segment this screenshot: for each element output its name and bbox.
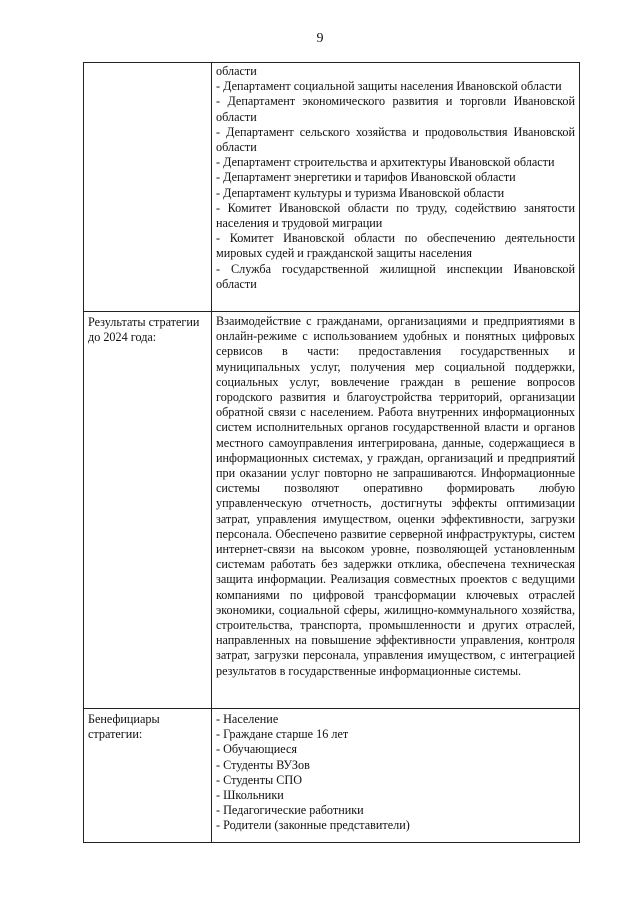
list-item: - Родители (законные представители) bbox=[216, 818, 410, 833]
table-row-responsible-bodies bbox=[84, 63, 580, 312]
row-label-cell bbox=[84, 63, 212, 312]
results-paragraph: Взаимодействие с гражданами, организациями и предприятиями в онлайн-режиме с использованием удобных и понятных цифровых сервисов в части: предоставления государственных и муниципальных услуг, получения мер социальной поддержки, социальных услуг, вовлечение граждан в решение вопросов городского развития и благоустройства территорий, организации обратной связи с населением. Работа внутренних информационных систем исполнительных органов государственной власти и органов местного самоуправления интегрирована, данные, содержащиеся в информационных системах, у граждан, организаций и предприятий при оказании услуг повторно не запрашиваются. Информационные системы позволяют оперативно формировать любую управленческую отчетность, достигнуты эффекты оптимизации затрат, управления имуществом, оценки эффективности, загрузки персонала. Обеспечено развитие серверной инфраструктуры, систем интернет-связи на высоком уровне, позволяющей установленным системам работать без задержки отклика, обеспечена техническая защита информации. Реализация совместных проектов с ведущими компаниями по цифровой трансформации ключевых отраслей экономики, социальной сферы, жилищно-коммунального хозяйства, строительства, транспорта, промышленности и других отраслей, направленных на повышение эффективности управления, контроля затрат, загрузки персонала, управления имуществом, с интеграцией результатов в государственные информационные системы. bbox=[216, 314, 575, 678]
list-item: - Комитет Ивановской области по труду, содействию занятости населения и трудовой миграции bbox=[216, 200, 575, 231]
row-label-cell bbox=[84, 709, 212, 843]
row-label bbox=[84, 63, 211, 65]
list-item: - Департамент энергетики и тарифов Ивановской области bbox=[216, 170, 516, 185]
row-label-cell bbox=[84, 312, 212, 709]
list-item: - Население bbox=[216, 712, 279, 726]
list-item: - Педагогические работники bbox=[216, 803, 364, 818]
list-item: - Граждане старше 16 лет bbox=[216, 727, 349, 742]
list-item: - Комитет Ивановской области по обеспечению деятельности мировых судей и гражданской защиты населения bbox=[216, 231, 575, 261]
list-item: - Департамент культуры и туризма Ивановской области bbox=[216, 185, 505, 200]
table-row-beneficiaries bbox=[84, 709, 580, 843]
list-item: - Школьники bbox=[216, 788, 284, 803]
list-item: - Служба государственной жилищной инспекции Ивановской области bbox=[216, 261, 575, 291]
results-label: Результаты стратегии до 2024 года: bbox=[88, 315, 200, 345]
beneficiaries-label: Бенефициары стратегии: bbox=[88, 712, 160, 742]
list-item: - Департамент сельского хозяйства и продовольствия Ивановской области bbox=[216, 124, 575, 155]
beneficiaries-cell bbox=[212, 709, 580, 843]
list-item: - Департамент строительства и архитектуры Ивановской области bbox=[216, 155, 555, 170]
table-row-results bbox=[84, 312, 580, 709]
list-item: - Обучающиеся bbox=[216, 742, 298, 757]
results-cell bbox=[212, 312, 580, 709]
page-number: 9 bbox=[316, 31, 324, 46]
list-item: - Департамент экономического развития и торговли Ивановской области bbox=[216, 94, 575, 124]
list-item: - Студенты ВУЗов bbox=[216, 757, 310, 772]
list-item: области bbox=[216, 64, 257, 78]
list-item: - Студенты СПО bbox=[216, 772, 302, 787]
list-item: - Департамент социальной защиты населения Ивановской области bbox=[216, 79, 562, 94]
strategy-table bbox=[83, 62, 580, 843]
responsible-bodies-cell bbox=[212, 63, 580, 312]
